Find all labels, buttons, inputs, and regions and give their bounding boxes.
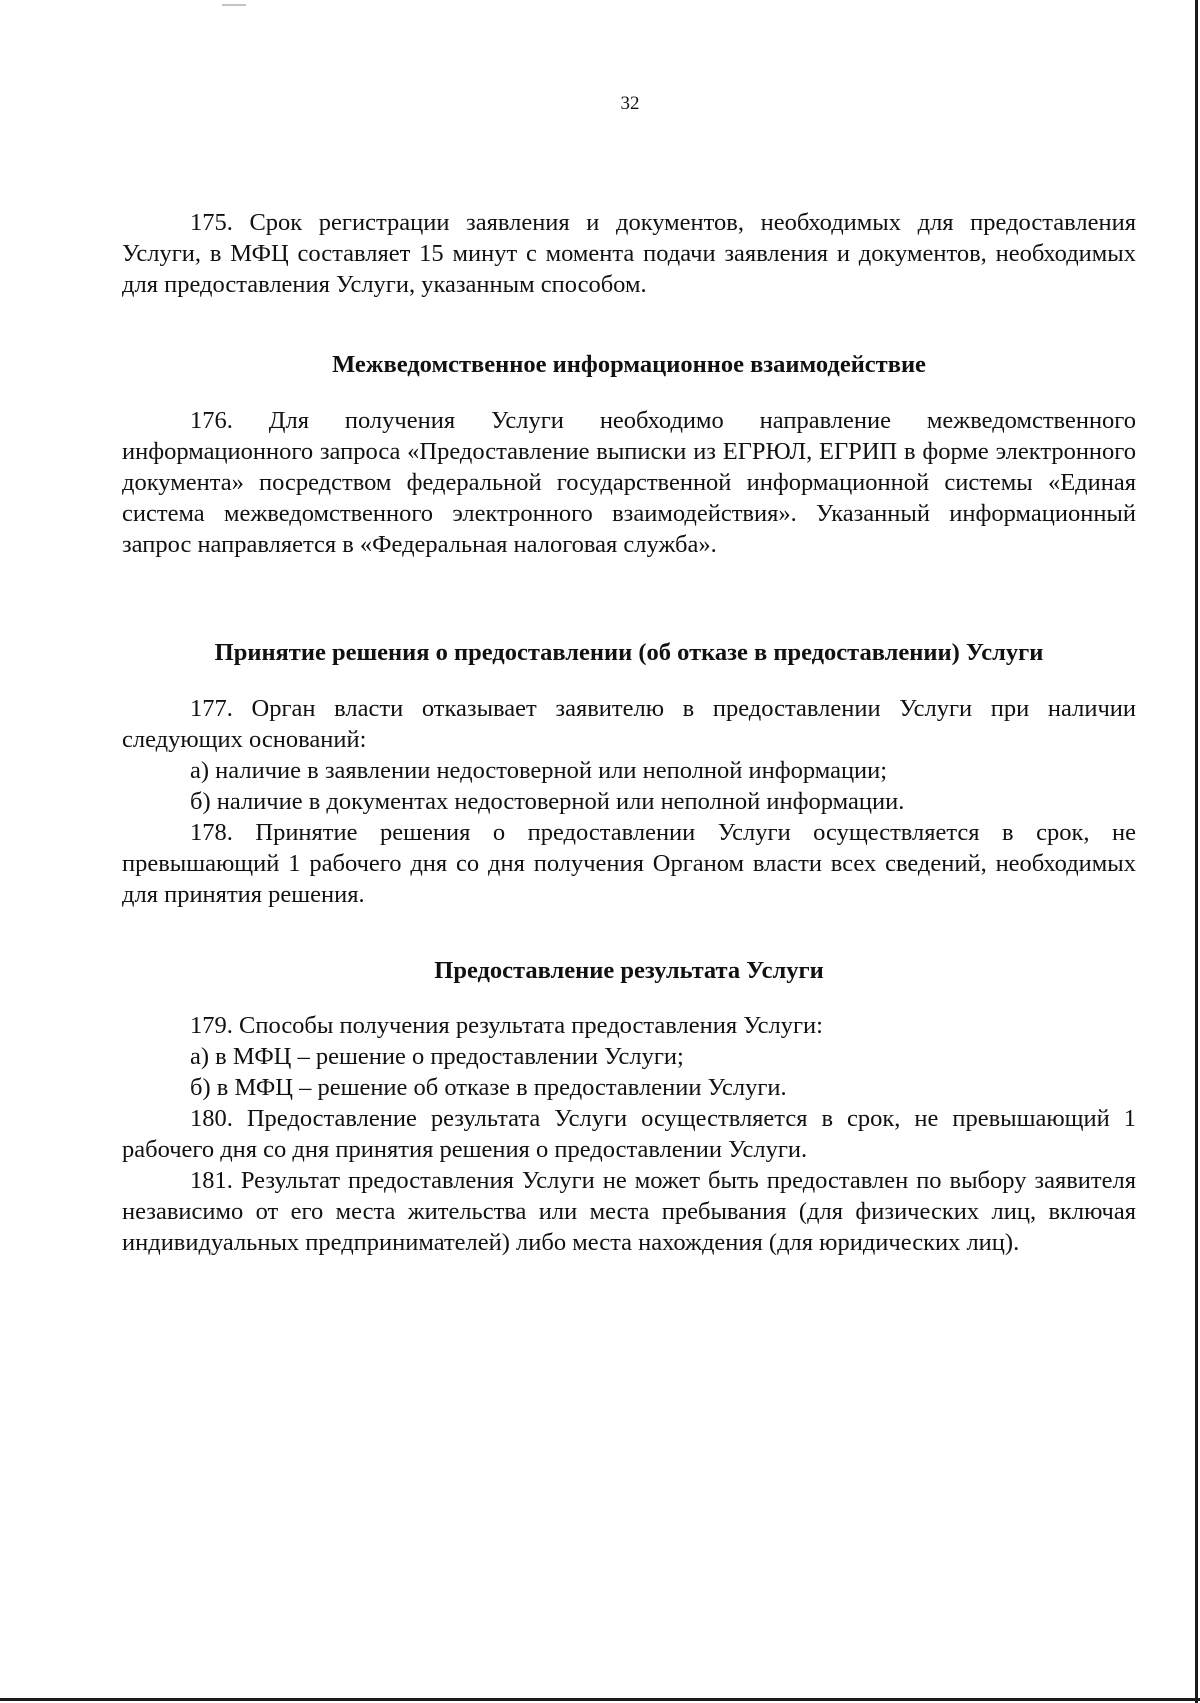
paragraph-176: 176. Для получения Услуги необходимо направление межведомственного информационного запроса «Предоставление выписки из ЕГРЮЛ, ЕГРИП в форме электронного документа» посредством федеральной государственной информационной системы «Единая система межведомственного электронного взаимодействия». Указанный информационный запрос направляется в «Федеральная налоговая служба». [122,407,1136,558]
page-number: 32 [620,93,640,114]
scan-edge-right [1195,0,1198,1703]
section-heading-result: Предоставление результата Услуги [434,957,824,984]
scan-edge-bottom [0,1698,1200,1701]
paragraph-179-item-b: б) в МФЦ – решение об отказе в предоставлении Услуги. [190,1074,787,1101]
paragraph-179: 179. Способы получения результата предоставления Услуги: [190,1012,823,1039]
paragraph-177: 177. Орган власти отказывает заявителю в предоставлении Услуги при наличии следующих оснований: [122,695,1136,753]
scan-speck [222,4,246,6]
paragraph-180: 180. Предоставление результата Услуги осуществляется в срок, не превышающий 1 рабочего дня со дня принятия решения о предоставлении Услуги. [122,1105,1136,1163]
paragraph-175: 175. Срок регистрации заявления и документов, необходимых для предоставления Услуги, в МФЦ составляет 15 минут с момента подачи заявления и документов, необходимых для предоставления Услуги, указанным способом. [122,209,1136,298]
paragraph-181: 181. Результат предоставления Услуги не может быть предоставлен по выбору заявителя независимо от его места жительства или места пребывания (для физических лиц, включая индивидуальных предпринимателей) либо места нахождения (для юридических лиц). [122,1167,1136,1256]
paragraph-178: 178. Принятие решения о предоставлении Услуги осуществляется в срок, не превышающий 1 рабочего дня со дня получения Органом власти всех сведений, необходимых для принятия решения. [122,819,1136,908]
section-heading-interagency: Межведомственное информационное взаимодействие [332,351,926,378]
paragraph-177-item-b: б) наличие в документах недостоверной или неполной информации. [190,788,905,815]
paragraph-179-item-a: а) в МФЦ – решение о предоставлении Услуги; [190,1043,684,1070]
paragraph-177-item-a: а) наличие в заявлении недостоверной или неполной информации; [190,757,888,784]
section-heading-decision: Принятие решения о предоставлении (об отказе в предоставлении) Услуги [214,639,1044,666]
